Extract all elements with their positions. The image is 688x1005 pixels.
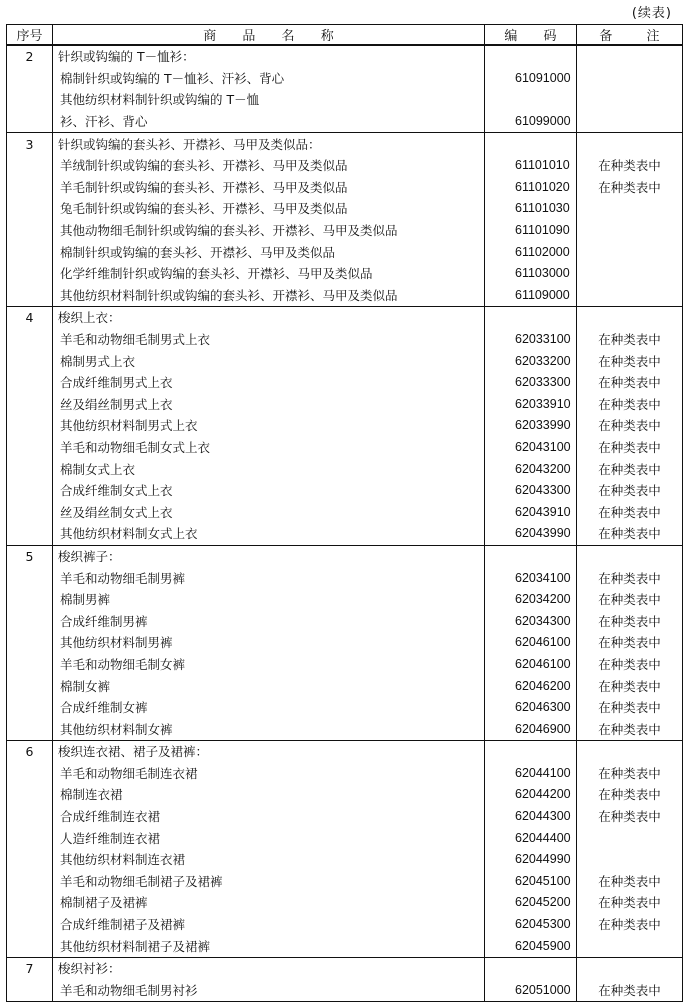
cell-code: 62046900	[485, 718, 577, 740]
cell-seq	[7, 697, 53, 719]
cell-code: 62046100	[485, 654, 577, 676]
cell-code: 62043100	[485, 437, 577, 459]
table-group-row	[7, 133, 683, 155]
cell-seq	[7, 980, 53, 1002]
table-row	[7, 935, 683, 957]
cell-note	[577, 220, 683, 242]
cell-note	[577, 241, 683, 263]
cell-code: 61091000	[485, 68, 577, 90]
cell-name: 丝及绢丝制男式上衣	[53, 394, 485, 416]
cell-code: 62044300	[485, 806, 577, 828]
cell-seq	[7, 177, 53, 199]
cell-seq	[7, 350, 53, 372]
cell-name: 化学纤维制针织或钩编的套头衫、开襟衫、马甲及类似品	[53, 263, 485, 285]
cell-name: 其他纺织材料制男式上衣	[53, 415, 485, 437]
cell-note: 在种类表中	[577, 589, 683, 611]
cell-code: 62034100	[485, 567, 577, 589]
table-row	[7, 220, 683, 242]
cell-code	[485, 45, 577, 68]
cell-code: 62043200	[485, 458, 577, 480]
cell-note: 在种类表中	[577, 523, 683, 545]
cell-seq	[7, 763, 53, 785]
cell-name: 其他纺织材料制连衣裙	[53, 849, 485, 871]
cell-seq	[7, 437, 53, 459]
cell-seq: 7	[7, 957, 53, 979]
cell-name: 棉制针织或钩编的 T－恤衫、汗衫、背心	[53, 68, 485, 90]
cell-code: 61101020	[485, 177, 577, 199]
cell-name: 其他纺织材料制针织或钩编的套头衫、开襟衫、马甲及类似品	[53, 285, 485, 307]
cell-seq	[7, 458, 53, 480]
cell-note: 在种类表中	[577, 458, 683, 480]
table-row	[7, 849, 683, 871]
cell-seq	[7, 285, 53, 307]
cell-code: 62044200	[485, 784, 577, 806]
cell-code	[485, 89, 577, 111]
cell-name: 针织或钩编的套头衫、开襟衫、马甲及类似品：	[53, 133, 485, 155]
table-row	[7, 763, 683, 785]
cell-seq	[7, 329, 53, 351]
table-row	[7, 654, 683, 676]
cell-name: 其他动物细毛制针织或钩编的套头衫、开襟衫、马甲及类似品	[53, 220, 485, 242]
table-group-row	[7, 957, 683, 979]
cell-code: 62045200	[485, 892, 577, 914]
table-row	[7, 980, 683, 1002]
continued-label: (续表)	[631, 6, 672, 21]
table-row	[7, 501, 683, 523]
cell-note: 在种类表中	[577, 394, 683, 416]
cell-note: 在种类表中	[577, 784, 683, 806]
cell-code: 62044990	[485, 849, 577, 871]
cell-code: 62033910	[485, 394, 577, 416]
table-row	[7, 480, 683, 502]
cell-name: 棉制女裤	[53, 675, 485, 697]
table-row	[7, 155, 683, 177]
cell-name: 梭织衬衫：	[53, 957, 485, 979]
cell-name: 合成纤维制女式上衣	[53, 480, 485, 502]
cell-code: 62051000	[485, 980, 577, 1002]
header-name: 商 品 名 称	[53, 25, 485, 46]
cell-name: 棉制裙子及裙裤	[53, 892, 485, 914]
table-row	[7, 675, 683, 697]
cell-code: 62043990	[485, 523, 577, 545]
table-body	[7, 45, 683, 1002]
commodity-table	[6, 24, 683, 1002]
cell-seq	[7, 111, 53, 133]
cell-name: 羊毛和动物细毛制女裤	[53, 654, 485, 676]
cell-note	[577, 45, 683, 68]
cell-note	[577, 89, 683, 111]
cell-seq	[7, 198, 53, 220]
cell-code: 61102000	[485, 241, 577, 263]
cell-code: 62046200	[485, 675, 577, 697]
table-row	[7, 415, 683, 437]
cell-seq	[7, 263, 53, 285]
cell-name: 丝及绢丝制女式上衣	[53, 501, 485, 523]
cell-note	[577, 957, 683, 979]
cell-name: 梭织连衣裙、裙子及裙裤：	[53, 741, 485, 763]
cell-code: 61101010	[485, 155, 577, 177]
cell-code	[485, 741, 577, 763]
cell-name: 其他纺织材料制男裤	[53, 632, 485, 654]
cell-name: 羊毛和动物细毛制裙子及裙裤	[53, 871, 485, 893]
cell-seq	[7, 784, 53, 806]
cell-note: 在种类表中	[577, 892, 683, 914]
cell-name: 其他纺织材料制女裤	[53, 718, 485, 740]
cell-name: 合成纤维制裙子及裙裤	[53, 914, 485, 936]
table-row	[7, 914, 683, 936]
table-row	[7, 394, 683, 416]
table-row	[7, 610, 683, 632]
cell-code: 61101090	[485, 220, 577, 242]
cell-note: 在种类表中	[577, 177, 683, 199]
cell-name: 羊绒制针织或钩编的套头衫、开襟衫、马甲及类似品	[53, 155, 485, 177]
cell-seq: 6	[7, 741, 53, 763]
table-row	[7, 827, 683, 849]
cell-note: 在种类表中	[577, 372, 683, 394]
cell-note: 在种类表中	[577, 914, 683, 936]
cell-code: 62044400	[485, 827, 577, 849]
cell-code: 62043910	[485, 501, 577, 523]
cell-note: 在种类表中	[577, 806, 683, 828]
table-group-row	[7, 545, 683, 567]
cell-name: 其他纺织材料制裙子及裙裤	[53, 935, 485, 957]
table-row	[7, 784, 683, 806]
cell-seq	[7, 675, 53, 697]
table-row	[7, 111, 683, 133]
cell-note: 在种类表中	[577, 480, 683, 502]
cell-code: 62033300	[485, 372, 577, 394]
cell-note	[577, 545, 683, 567]
table-row	[7, 198, 683, 220]
table-row	[7, 437, 683, 459]
table-row	[7, 177, 683, 199]
table-row	[7, 263, 683, 285]
cell-note	[577, 935, 683, 957]
cell-note: 在种类表中	[577, 980, 683, 1002]
cell-seq	[7, 589, 53, 611]
cell-note	[577, 285, 683, 307]
cell-note: 在种类表中	[577, 763, 683, 785]
cell-name: 羊毛和动物细毛制连衣裙	[53, 763, 485, 785]
table-row	[7, 806, 683, 828]
cell-seq	[7, 718, 53, 740]
cell-seq	[7, 610, 53, 632]
table-row	[7, 89, 683, 111]
cell-seq: 3	[7, 133, 53, 155]
cell-note: 在种类表中	[577, 437, 683, 459]
cell-name: 其他纺织材料制女式上衣	[53, 523, 485, 545]
cell-note: 在种类表中	[577, 501, 683, 523]
cell-name: 羊毛和动物细毛制男式上衣	[53, 329, 485, 351]
header-seq: 序号	[7, 25, 53, 46]
cell-name: 衫、汗衫、背心	[53, 111, 485, 133]
cell-note: 在种类表中	[577, 654, 683, 676]
table-row	[7, 68, 683, 90]
cell-name: 合成纤维制男式上衣	[53, 372, 485, 394]
cell-code: 62046100	[485, 632, 577, 654]
cell-note	[577, 263, 683, 285]
table-row	[7, 329, 683, 351]
cell-name: 羊毛和动物细毛制女式上衣	[53, 437, 485, 459]
cell-seq	[7, 241, 53, 263]
cell-name: 针织或钩编的 T－恤衫：	[53, 45, 485, 68]
cell-seq	[7, 914, 53, 936]
cell-seq	[7, 654, 53, 676]
cell-name: 合成纤维制女裤	[53, 697, 485, 719]
cell-seq	[7, 155, 53, 177]
table-row	[7, 632, 683, 654]
cell-name: 兔毛制针织或钩编的套头衫、开襟衫、马甲及类似品	[53, 198, 485, 220]
header-note: 备 注	[577, 25, 683, 46]
cell-code: 62043300	[485, 480, 577, 502]
cell-seq	[7, 220, 53, 242]
cell-name: 其他纺织材料制针织或钩编的 T－恤	[53, 89, 485, 111]
table-group-row	[7, 45, 683, 68]
table-row	[7, 718, 683, 740]
cell-code: 61109000	[485, 285, 577, 307]
cell-note: 在种类表中	[577, 718, 683, 740]
cell-code: 61101030	[485, 198, 577, 220]
cell-note: 在种类表中	[577, 871, 683, 893]
cell-seq	[7, 871, 53, 893]
cell-note: 在种类表中	[577, 697, 683, 719]
cell-seq	[7, 849, 53, 871]
cell-code: 62033200	[485, 350, 577, 372]
cell-name: 梭织裤子：	[53, 545, 485, 567]
cell-note	[577, 849, 683, 871]
cell-name: 合成纤维制男裤	[53, 610, 485, 632]
header-code: 编 码	[485, 25, 577, 46]
cell-note	[577, 307, 683, 329]
cell-note	[577, 827, 683, 849]
cell-name: 羊毛和动物细毛制男衬衫	[53, 980, 485, 1002]
cell-note: 在种类表中	[577, 415, 683, 437]
table-row	[7, 567, 683, 589]
cell-seq	[7, 935, 53, 957]
cell-code: 62034200	[485, 589, 577, 611]
cell-name: 棉制男式上衣	[53, 350, 485, 372]
cell-name: 棉制连衣裙	[53, 784, 485, 806]
cell-seq: 4	[7, 307, 53, 329]
cell-name: 棉制女式上衣	[53, 458, 485, 480]
cell-seq	[7, 480, 53, 502]
cell-code: 62033100	[485, 329, 577, 351]
cell-note: 在种类表中	[577, 632, 683, 654]
cell-name: 棉制针织或钩编的套头衫、开襟衫、马甲及类似品	[53, 241, 485, 263]
cell-seq	[7, 632, 53, 654]
cell-seq	[7, 415, 53, 437]
cell-seq	[7, 394, 53, 416]
cell-note: 在种类表中	[577, 567, 683, 589]
cell-name: 人造纤维制连衣裙	[53, 827, 485, 849]
table-group-row	[7, 741, 683, 763]
cell-name: 羊毛和动物细毛制男裤	[53, 567, 485, 589]
cell-code: 62044100	[485, 763, 577, 785]
cell-seq	[7, 523, 53, 545]
cell-code: 62033990	[485, 415, 577, 437]
cell-code	[485, 307, 577, 329]
cell-note: 在种类表中	[577, 155, 683, 177]
table-row	[7, 350, 683, 372]
cell-note	[577, 741, 683, 763]
cell-note	[577, 133, 683, 155]
cell-code: 62046300	[485, 697, 577, 719]
cell-note	[577, 111, 683, 133]
cell-name: 梭织上衣：	[53, 307, 485, 329]
cell-code: 62045900	[485, 935, 577, 957]
cell-code	[485, 133, 577, 155]
cell-name: 合成纤维制连衣裙	[53, 806, 485, 828]
table-row	[7, 241, 683, 263]
cell-note: 在种类表中	[577, 350, 683, 372]
cell-note	[577, 198, 683, 220]
cell-name: 羊毛制针织或钩编的套头衫、开襟衫、马甲及类似品	[53, 177, 485, 199]
table-row	[7, 892, 683, 914]
cell-note: 在种类表中	[577, 675, 683, 697]
cell-code	[485, 545, 577, 567]
cell-code	[485, 957, 577, 979]
table-header-row	[7, 25, 683, 46]
cell-seq	[7, 372, 53, 394]
cell-note: 在种类表中	[577, 610, 683, 632]
table-row	[7, 871, 683, 893]
table-row	[7, 458, 683, 480]
table-group-row	[7, 307, 683, 329]
cell-note	[577, 68, 683, 90]
cell-name: 棉制男裤	[53, 589, 485, 611]
cell-code: 62045100	[485, 871, 577, 893]
cell-code: 62034300	[485, 610, 577, 632]
cell-seq	[7, 68, 53, 90]
table-row	[7, 697, 683, 719]
cell-seq: 2	[7, 45, 53, 68]
table-row	[7, 589, 683, 611]
table-row	[7, 523, 683, 545]
cell-seq: 5	[7, 545, 53, 567]
table-row	[7, 285, 683, 307]
cell-code: 61099000	[485, 111, 577, 133]
cell-seq	[7, 567, 53, 589]
cell-code: 61103000	[485, 263, 577, 285]
cell-note: 在种类表中	[577, 329, 683, 351]
cell-seq	[7, 501, 53, 523]
cell-code: 62045300	[485, 914, 577, 936]
cell-seq	[7, 89, 53, 111]
table-row	[7, 372, 683, 394]
cell-seq	[7, 806, 53, 828]
cell-seq	[7, 892, 53, 914]
cell-seq	[7, 827, 53, 849]
